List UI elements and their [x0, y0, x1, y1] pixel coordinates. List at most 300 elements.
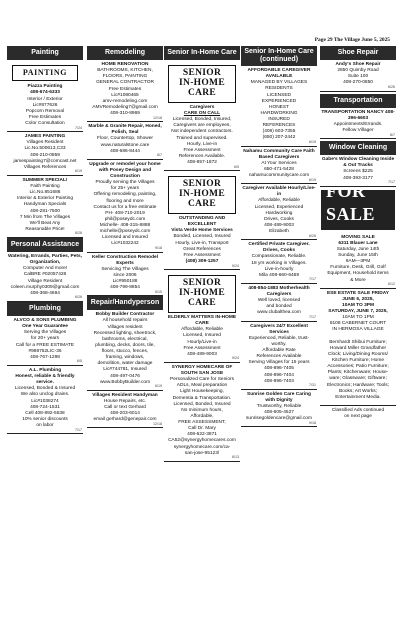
ad-line: 9AM—3PM [345, 259, 371, 265]
ad-line: GENERAL CONTRACTOR [96, 80, 154, 86]
ad-line: 408-857-1872 [187, 160, 217, 166]
ad-line: Hourly, Live-in, Transport [175, 240, 229, 246]
ad-line: Computer And more! [22, 266, 68, 272]
ad-transportation-nancy [320, 108, 396, 140]
ad-line: www.clubalthea.com [257, 310, 301, 316]
ad-line: Hourly/Live-in [187, 339, 217, 345]
ad-line: 650-471-5428 [264, 166, 294, 172]
ad-line: REFERENCES [262, 123, 296, 129]
for-sale-banner: FOR SALE [321, 190, 395, 230]
ad-caregivers-247 [241, 322, 317, 390]
ad-line: Caregivers are employees, [173, 123, 231, 129]
ad-line: Experienced, Reliable, trust- [248, 335, 310, 341]
ad-line: 8108 CABERNET COURT [329, 321, 387, 327]
ad-line: HARDWORKING [260, 110, 298, 116]
ad-line: Accessories; Patio Furniture; [327, 364, 389, 370]
ad-line: 2850 Quimby Road [337, 68, 379, 74]
ad-line: FLOORS, PAINTING [102, 74, 148, 80]
ad-line: 408-896-7404 [264, 372, 294, 378]
ad-gabes-window-cleaning [320, 155, 396, 187]
ad-line: 408-203-6014 [110, 411, 140, 417]
ad-line: Howard Miller Grandfather [329, 345, 387, 351]
ad-line: Faith Painting [30, 184, 60, 190]
ad-line: 408-210-0859 [30, 152, 60, 158]
ad-code: 6/19 [309, 177, 316, 182]
ad-line: Personalized Care for Seniors [170, 377, 234, 383]
ad-line: Saturday, June 14th [336, 246, 380, 252]
ad-code: 6/12 [388, 282, 395, 287]
ad-line: References Available [256, 354, 302, 360]
ad-line: LICENSED [267, 92, 291, 98]
ad-lines [242, 80, 316, 141]
ad-line: 10AM TO 1PM [342, 315, 374, 321]
ad-line: Clock; Living/Dining Rooms/ [328, 351, 388, 357]
ad-code: 8/7 [390, 132, 395, 137]
ad-estate-sale [320, 289, 396, 406]
ad-lines [88, 399, 162, 424]
ad-line: At Your Services [261, 160, 297, 166]
column-services-and-sales [320, 46, 396, 610]
ad-line: Trustworthy, Reliable [256, 404, 302, 410]
ad-line: 18 yrs working in Villages. [251, 260, 307, 266]
ad-line: Entertainment Media. [335, 394, 381, 400]
ad-code: 6/19 [155, 384, 162, 389]
ad-code: 6/26 [75, 295, 82, 300]
ad-lines [88, 180, 162, 247]
ad-code: 9/18 [309, 420, 316, 425]
section-title-window-cleaning: Window Cleaning [320, 141, 396, 155]
ad-line: Interior & Exterior Painting [17, 196, 73, 202]
section-title-transportation: Transportation [320, 94, 396, 108]
ad-lines [321, 247, 395, 284]
ad-line: 408-896-7405 [264, 366, 294, 372]
ad-line: INSURED [268, 117, 290, 123]
ad-line: Mila 408-660-6469 [258, 272, 299, 278]
ad-line: 408-896-7403 [264, 378, 294, 384]
ad-line: 408-724-1531 [30, 404, 60, 410]
ad-line: since 2006 [113, 272, 137, 278]
ad-marble-granite [87, 122, 163, 160]
ad-line: Lic.No.500613,C33 [24, 146, 66, 152]
ad-lines [321, 68, 395, 86]
ad-line: Appointments/Errands. [333, 121, 383, 127]
ad-lines [8, 386, 82, 429]
ad-line: Compassionate, Reliable. [251, 254, 307, 260]
ad-summer-special [7, 176, 83, 238]
ad-line: ADLs, Meal preparation [176, 383, 228, 389]
ad-code: 7/17 [388, 180, 395, 185]
ad-line: Licensed, Bonded & Insured [14, 386, 76, 392]
ad-line: 408-281-7500 [30, 208, 60, 214]
column-in-home-care-continued [241, 46, 317, 610]
ad-nahamu-care [241, 147, 317, 185]
section-title-plumbing: Plumbing [7, 302, 83, 316]
ad-line: Lic#744781, Insured [103, 367, 147, 373]
brand-line-2: IN-HOME CARE [179, 189, 225, 210]
page-header [0, 36, 400, 44]
ad-line: BATHROOMS, KITCHEN, [97, 68, 153, 74]
ad-line: Affordable, Reliable [258, 198, 300, 204]
ad-line: 408-270-0850 [343, 80, 373, 86]
ad-villages-handyman [87, 391, 163, 429]
ad-line: for 20+ years [30, 336, 60, 342]
ad-bobby-builder [87, 310, 163, 391]
ad-line: Servicing The Villages [101, 266, 149, 272]
ad-james-painting [7, 132, 83, 176]
ad-line: email gerhard@genepair.com [93, 417, 157, 423]
ad-line: 408-686-8444 [110, 148, 140, 154]
ad-code: 9/24 [232, 263, 239, 268]
ad-line: Affordable Rate [262, 348, 296, 354]
ad-elderly-matters [164, 270, 240, 363]
brand-line-2: IN-HOME CARE [179, 288, 225, 309]
ad-name: Upgrade or remodel your home with Posey Design and Construction [89, 161, 161, 180]
ad-sub: 6311 Blauer Lane [338, 240, 378, 246]
ad-line: Hardworking [265, 210, 293, 216]
ad-piazza-painting [7, 60, 83, 132]
ad-line: Villages resident [107, 324, 143, 330]
painting-logo: PAINTING [12, 65, 78, 81]
ad-line: Serving the Villages [23, 330, 67, 336]
ad-line: Free Estimates [28, 114, 62, 120]
ad-synergy-homecare [164, 363, 240, 462]
ad-certified-caregiver [241, 240, 317, 284]
ad-line: Elizabeth [269, 229, 289, 235]
ad-line: Villages Resident [26, 140, 64, 146]
ad-phone: (408) 309-1257 [185, 258, 219, 264]
ad-lines [242, 198, 316, 235]
ad-line: coleen.murphy0309@gmail.com [10, 284, 80, 290]
ad-lines [242, 336, 316, 385]
ad-line: Lic#1080465 [111, 92, 139, 98]
ad-code: 7/17 [309, 315, 316, 319]
ad-line: Great References [183, 246, 221, 252]
ad-line: Well loved, licensed [257, 298, 301, 304]
ad-line: Lic#1032242 [111, 241, 139, 247]
ad-line: Affordable, Reliable [181, 327, 223, 333]
ad-line: Call Dr. Mary [188, 426, 216, 432]
ad-line: 408-767-1298 [30, 354, 60, 360]
ad-line: Lic#1038274 [31, 398, 59, 404]
ad-name: Keller Construction Remodel Experts [91, 254, 159, 266]
ad-line: Equipment, Household items [327, 271, 389, 277]
ad-name: Marble & Granite Repair, Honed, Polish, Seal [88, 124, 162, 136]
ad-code: 6/26 [309, 233, 316, 238]
ad-line: CalBRE #02057428 [23, 272, 67, 278]
ad-line: sunrisegoldencare@gmail.com [246, 416, 312, 422]
ad-code: 12/18 [153, 115, 162, 120]
ad-al-plumbing [7, 366, 83, 434]
ad-line: floors, stucco, fences, [101, 349, 149, 355]
ad-sunrise-golden-care [241, 390, 317, 428]
ad-line: Bernhardt Shibui Furniture; [329, 339, 387, 345]
ad-line: Kitchen Furniture; Home [332, 358, 384, 364]
ad-lines [321, 169, 395, 181]
ad-line: Electronics; Hardware; Tools; [326, 382, 390, 388]
ad-sub-2: Vista Verde Home Services [171, 228, 233, 234]
ad-name: TRANSPORTATION NANCY 408-396-6603 [321, 109, 395, 121]
ad-line: Lic#950188 [112, 279, 138, 285]
ad-line: phil@poseydc.com [104, 216, 146, 222]
ad-sub: Honest, reliable & friendly service. [15, 374, 75, 386]
ad-line: and bonded [266, 304, 292, 310]
ad-line: Call or text Gerhard [104, 405, 146, 411]
ad-name: AFFORDABLE CAREGIVER AVAILABLE [247, 68, 311, 80]
ad-sub-2: SATURDAY, JUNE 7, 2025, [328, 309, 388, 315]
ad-line: worthy. [271, 341, 287, 347]
ad-lines [242, 404, 316, 422]
ad-line: 408-310-8969 [110, 111, 140, 117]
ad-line: Color Consultation [25, 121, 65, 127]
ad-line: PH- 408-710-2019 [105, 210, 145, 216]
ad-code: 7/17 [309, 277, 316, 282]
ad-lines [8, 140, 82, 171]
ad-lines [8, 184, 82, 233]
ad-care-on-call [164, 60, 240, 171]
section-title-painting: Painting [7, 46, 83, 60]
ad-line: CA52@synergyhomecares.com [168, 438, 236, 444]
ad-line: (650) 207-2442 [262, 135, 296, 141]
ad-line: EXPERIENCED [261, 98, 297, 104]
ad-line: 408-489-9003 [187, 351, 217, 357]
ad-alvco [7, 316, 83, 366]
ad-line: Contact us for a free estimate [93, 204, 157, 210]
ad-line: san-jose-95123/ [184, 450, 220, 456]
ad-line: Free Assessment [183, 252, 221, 258]
ad-line: House Repairs, etc. [103, 398, 147, 404]
ad-line: flooring and more [106, 198, 144, 204]
ad-name: Andy's Shoe Repair [335, 62, 381, 68]
ad-name: SUMMER SPECIAL! [22, 177, 68, 183]
ad-line: synergyhomecare.com/ca- [173, 444, 231, 450]
ad-lines [242, 298, 316, 316]
ad-sub: 10AM TO 3PM [342, 302, 374, 308]
ad-line: Interior / Exterior [27, 96, 63, 102]
ad-line: michelle@poseydc.com [99, 229, 151, 235]
ad-lines [88, 136, 162, 154]
ad-line: Handyman Specials [23, 202, 67, 208]
ad-line: Michelle- 408-315-8888 [99, 223, 151, 229]
ad-code: 9/24 [232, 356, 239, 361]
ad-name: A.L. Plumbing [28, 367, 62, 373]
ad-home-renovation [87, 60, 163, 122]
ad-code: 12/18 [153, 421, 162, 426]
ad-lines [88, 267, 162, 292]
ad-line: (408) 603-7355 [262, 129, 296, 135]
ad-keller-construction [87, 253, 163, 297]
ad-posey-design [87, 160, 163, 253]
ad-line: Hourly, Live-in [186, 141, 218, 147]
ad-line: References Available. [178, 153, 226, 159]
ad-lines [165, 234, 239, 259]
ad-lines [321, 315, 395, 401]
ad-line: Free Assessment [183, 345, 221, 351]
ad-name: ESE ESTATE SALE FRIDAY JUNE 6, 2025, [326, 290, 389, 302]
ad-line: Live-in-hourly [264, 266, 294, 272]
ad-line: Serving Villages for 15 years [248, 360, 310, 366]
ad-name: ALVCO & SONS PLUMBING [13, 318, 77, 323]
ad-line: & More [350, 277, 366, 283]
ad-line: Free Estimates [108, 86, 142, 92]
brand-line-1: SENIOR [182, 278, 222, 289]
ad-line: We'll Beat Any [29, 220, 61, 226]
ad-name: MOVING SALE [341, 234, 375, 240]
ad-line: Licensed, Bonded, Insured [173, 401, 231, 407]
ad-name: Caregivers 24/7 Excellent Services [250, 323, 308, 335]
ad-line: Licensed, Bonded, Insured, [172, 117, 232, 123]
column-remodeling [87, 46, 163, 610]
ad-name: Piazza Painting [27, 84, 63, 90]
ad-line: jamespainting7@comcast.net [13, 158, 77, 164]
ad-name: JAMES PAINTING [24, 134, 66, 140]
ad-line: Floor, Countertop, Shower [97, 136, 153, 142]
brand-line-1: SENIOR [182, 179, 222, 190]
ad-code: 7/17 [75, 427, 82, 432]
senior-care-logo-box [168, 176, 236, 214]
ad-line: Sunday, June 15th [338, 253, 378, 259]
ad-lines [88, 318, 162, 385]
senior-care-logo-box [168, 65, 236, 103]
ad-line: #988752LIC-36 [28, 348, 62, 354]
ad-line: Fellow Villager [342, 127, 374, 133]
ad-line: Drives, Cooks [264, 216, 294, 222]
ad-sub: OUTSTANDING AND EXCELLENT [178, 216, 226, 228]
classified-continued-note [320, 406, 396, 424]
ad-line: ware; Glassware; Giftware; [329, 376, 387, 382]
ad-line: RESIDENTS [265, 86, 293, 92]
ad-line: HONEST [269, 104, 289, 110]
column-painting [7, 46, 83, 610]
section-title-personal: Personal Assistance [7, 238, 83, 252]
ad-code: 7/24 [75, 125, 82, 130]
ad-lines [8, 97, 82, 128]
ad-line: 408-393-3177 [343, 175, 373, 181]
ad-code: 8/7 [157, 153, 162, 158]
ad-name: SYNERGY HOMECARE OF SOUTH SAN JOSE [171, 364, 233, 377]
ad-sub-2: CARE ON CALL [183, 111, 221, 117]
ad-line: Screens $225 [343, 169, 373, 175]
ad-name: Bobby Builder Contractor [95, 312, 155, 318]
ad-line: All household repairs [102, 318, 148, 324]
ad-line: www.naturalstone.care [100, 142, 150, 148]
ad-phone: 408-674-6333 [30, 90, 60, 96]
ad-line: Village Resident [27, 278, 63, 284]
ad-code: 6/5 [234, 164, 239, 169]
ad-code: 6/26 [388, 84, 395, 89]
ad-watering-errands [7, 252, 83, 302]
ad-line: demolition, water damage [97, 361, 153, 367]
ad-line: Reasonable Price! [25, 226, 65, 232]
ad-line: MANAGED BY VILLAGES [250, 80, 308, 86]
ad-line: Villages References [23, 164, 67, 170]
ad-line: Plants; Kitchenware; House- [327, 370, 389, 376]
ad-moving-sale [320, 233, 396, 289]
ad-line: framing, windows, [105, 355, 145, 361]
ad-line: 408-605-4527 [264, 410, 294, 416]
ad-name: Watering, Errands, Parties, Pets, Organization, [8, 254, 82, 266]
ad-line: www.BobbyBuilder.com [99, 379, 151, 385]
ad-line: We also unclog drains. [20, 392, 70, 398]
ad-line: 408-497-0476 [110, 373, 140, 379]
ad-line: AMVRemodeling7@gmail.com [92, 104, 158, 110]
ad-line: for 25+ years [110, 186, 140, 192]
ad-name: Sunrise Golden Care Caring with Dignity [247, 391, 311, 403]
ad-code: 6/19 [309, 140, 316, 144]
ad-line: 408-489-9003 [264, 222, 294, 228]
ad-line: on labor [36, 423, 54, 428]
ad-name: Caregiver Available Hourly/Live-in [242, 186, 316, 198]
brand-line-2: IN-HOME CARE [179, 78, 225, 98]
column-in-home-care [164, 46, 240, 610]
ad-name: Nahamu Community Care Faith Based Caregivers [243, 148, 315, 160]
ad-line: on next page [344, 414, 372, 420]
ad-line: Free Assessment [183, 147, 221, 153]
ad-line: Popcorn Removal [25, 108, 65, 114]
ad-lines [242, 254, 316, 279]
ad-line: amv-remodeling.com [102, 98, 148, 104]
ad-lines [242, 161, 316, 179]
ad-sub: One Year Guarantee [22, 324, 68, 330]
ad-lines [321, 122, 395, 134]
ad-lines [165, 117, 239, 166]
ad-line: 408-368-4694 [30, 290, 60, 296]
ad-andys-shoe-repair [320, 60, 396, 92]
ad-line: Licensed, Insured [183, 333, 221, 339]
ad-code: 8/28 [75, 231, 82, 236]
ad-name: Certified Private Caregiver. Drives, Cooks [248, 242, 310, 254]
ad-line: IN HERMOSA VILLAGE [332, 327, 384, 333]
ad-line: Licensed, Experienced [254, 204, 304, 210]
ad-line: Dementia & Transportation. [172, 395, 232, 401]
ad-caregiver-available [241, 184, 317, 240]
ad-line: bathrooms, electrical, [102, 336, 148, 342]
ad-line: Licensed and Insured [102, 235, 148, 241]
ad-code: 9/18 [155, 245, 162, 250]
ad-name: Gabe's Window Cleaning Inside & Out Tracks [321, 157, 395, 169]
ad-line: Lic.No.851686 [29, 190, 61, 196]
ad-lines [8, 266, 82, 297]
ad-line: Lic#877626 [32, 102, 58, 108]
ad-line: Call for a FREE ESTIMATE [15, 342, 75, 348]
section-title-handyperson: Repair/Handyperson [87, 296, 163, 310]
ad-line: Proudly serving the Villages [95, 180, 155, 186]
ad-affordable-caregiver [241, 66, 317, 147]
ad-code: 7/31 [309, 383, 316, 388]
ad-lines [88, 68, 162, 117]
ad-line: Light Housekeeping, [180, 389, 224, 395]
ad-lines [165, 377, 239, 457]
ad-line: nahamucommunitycare.com [248, 173, 310, 179]
ad-code: 8/13 [232, 455, 239, 460]
page-header-text: Page 29 The Village June 5, 2025 [314, 37, 390, 43]
section-title-shoe-repair: Shoe Repair [320, 46, 396, 60]
ad-line: Furniture, Desk, Grill, Golf [330, 265, 386, 271]
ad-line: 7 Min from The Villages [19, 214, 71, 220]
ad-line: No minimum hours, [181, 407, 223, 413]
ad-line: Suite 100 [347, 74, 369, 80]
brand-line-1: SENIOR [182, 68, 222, 79]
section-title-remodeling: Remodeling [87, 46, 163, 60]
ad-line: Classified Ads continued [331, 407, 385, 413]
ad-code: 6/5 [77, 359, 82, 364]
ad-code: 6/19 [75, 169, 82, 174]
ad-line: Books; Art Works; [338, 388, 378, 394]
ad-line: 408-799-8854 [110, 285, 140, 291]
ad-motherhealth [241, 284, 317, 322]
ad-line: Trained and supervised. [176, 135, 228, 141]
ad-sub: ELDERLY MATTERS IN-HOME CARE [167, 315, 237, 327]
ad-code: 5/15 [155, 289, 162, 294]
